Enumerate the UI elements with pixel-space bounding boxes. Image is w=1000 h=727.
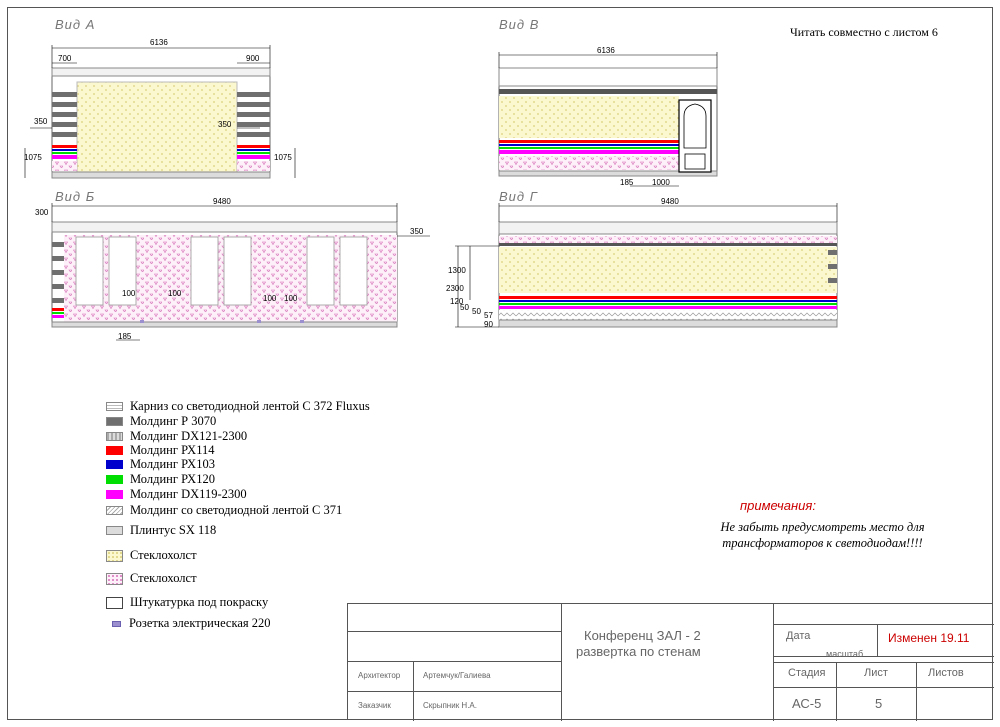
dim-label: 185: [118, 332, 132, 341]
cornice-swatch: [106, 402, 123, 411]
dim-label: 90: [484, 320, 493, 329]
sheets-label: Листов: [928, 667, 964, 679]
led-molding-swatch: [106, 506, 123, 515]
customer-name: Скрыпник Н.А.: [423, 701, 477, 710]
dim-label: 100: [122, 289, 136, 298]
dim-label: 100: [263, 294, 277, 303]
legend-item: Молдинг со светодиодной лентой С 371: [106, 503, 342, 518]
stage-value: АС-5: [792, 696, 822, 711]
dim-label: 1300: [448, 266, 466, 275]
molding-dx121-swatch: [106, 432, 123, 441]
socket-icon: [112, 621, 121, 627]
dim-label: 9480: [661, 197, 679, 206]
title-block: [347, 603, 993, 720]
customer-label: Заказчик: [358, 701, 391, 710]
sheet-label: Лист: [864, 667, 888, 679]
view-b-elevation: [52, 203, 430, 340]
dim-label: 6136: [597, 46, 615, 55]
project-subtitle: развертка по стенам: [576, 644, 701, 659]
dim-label: 1000: [652, 178, 670, 187]
dim-label: 1075: [274, 153, 292, 162]
dim-label: 350: [410, 227, 424, 236]
architect-label: Архитектор: [358, 671, 401, 680]
date-label: Дата: [786, 630, 811, 642]
legend-item: Молдинг DX121-2300: [106, 429, 247, 444]
pink-glass-swatch: [106, 573, 123, 585]
legend-item: Молдинг РХ114: [106, 443, 215, 458]
project-title: Конференц ЗАЛ - 2: [584, 628, 701, 643]
legend-item: Стеклохолст: [106, 548, 197, 563]
dim-label: 1075: [24, 153, 42, 162]
view-g-title: Вид Г: [499, 189, 538, 204]
dim-label: 57: [484, 311, 493, 320]
dim-label: 700: [58, 54, 72, 63]
dim-label: 185: [620, 178, 634, 187]
dim-label: 300: [35, 208, 49, 217]
dim-label: 100: [168, 289, 182, 298]
yellow-glass-swatch: [106, 550, 123, 562]
remarks-heading: примечания:: [740, 498, 816, 513]
legend-item: Розетка электрическая 220: [106, 616, 271, 631]
dim-label: 120: [450, 297, 464, 306]
sheet-value: 5: [875, 696, 883, 711]
dim-label: 350: [34, 117, 48, 126]
legend-item: Молдинг РХ103: [106, 457, 215, 472]
legend-item: Карниз со светодиодной лентой С 372 Fluxus: [106, 399, 370, 414]
changed-note: Изменен 19.11: [888, 631, 970, 645]
legend-item: Плинтус SX 118: [106, 523, 216, 538]
dim-label: 9480: [213, 197, 231, 206]
view-a-title: Вид А: [55, 17, 96, 32]
molding-p3070-swatch: [106, 417, 123, 426]
dim-label: 50: [472, 307, 481, 316]
view-v-elevation: [499, 52, 717, 186]
legend-item: Молдинг Р 3070: [106, 414, 216, 429]
legend-item: Молдинг DX119-2300: [106, 487, 247, 502]
molding-px103-swatch: [106, 460, 123, 469]
stage-label: Стадия: [788, 667, 826, 679]
architect-name: Артемчук/Галиева: [423, 671, 491, 680]
dim-label: 6136: [150, 38, 168, 47]
plinth-swatch: [106, 526, 123, 535]
molding-dx119-swatch: [106, 490, 123, 499]
dim-label: 350: [218, 120, 232, 129]
scale-label: масштаб: [826, 649, 864, 659]
legend-item: Стеклохолст: [106, 571, 197, 586]
molding-px120-swatch: [106, 475, 123, 484]
dim-label: 900: [246, 54, 260, 63]
legend-item: Штукатурка под покраску: [106, 595, 268, 610]
view-a-elevation: [25, 45, 295, 178]
molding-px114-swatch: [106, 446, 123, 455]
dim-label: 100: [284, 294, 298, 303]
legend-item: Молдинг РХ120: [106, 472, 215, 487]
read-together-note: Читать совместно с листом 6: [790, 25, 938, 39]
view-b-title: Вид Б: [55, 189, 96, 204]
plaster-swatch: [106, 597, 123, 609]
dim-label: 50: [460, 303, 469, 312]
dim-label: 2300: [446, 284, 464, 293]
remarks-text: Не забыть предусмотреть место для трансформаторов к светодиодам!!!!: [720, 520, 925, 550]
view-v-title: Вид В: [499, 17, 540, 32]
view-g-elevation: [455, 203, 837, 327]
